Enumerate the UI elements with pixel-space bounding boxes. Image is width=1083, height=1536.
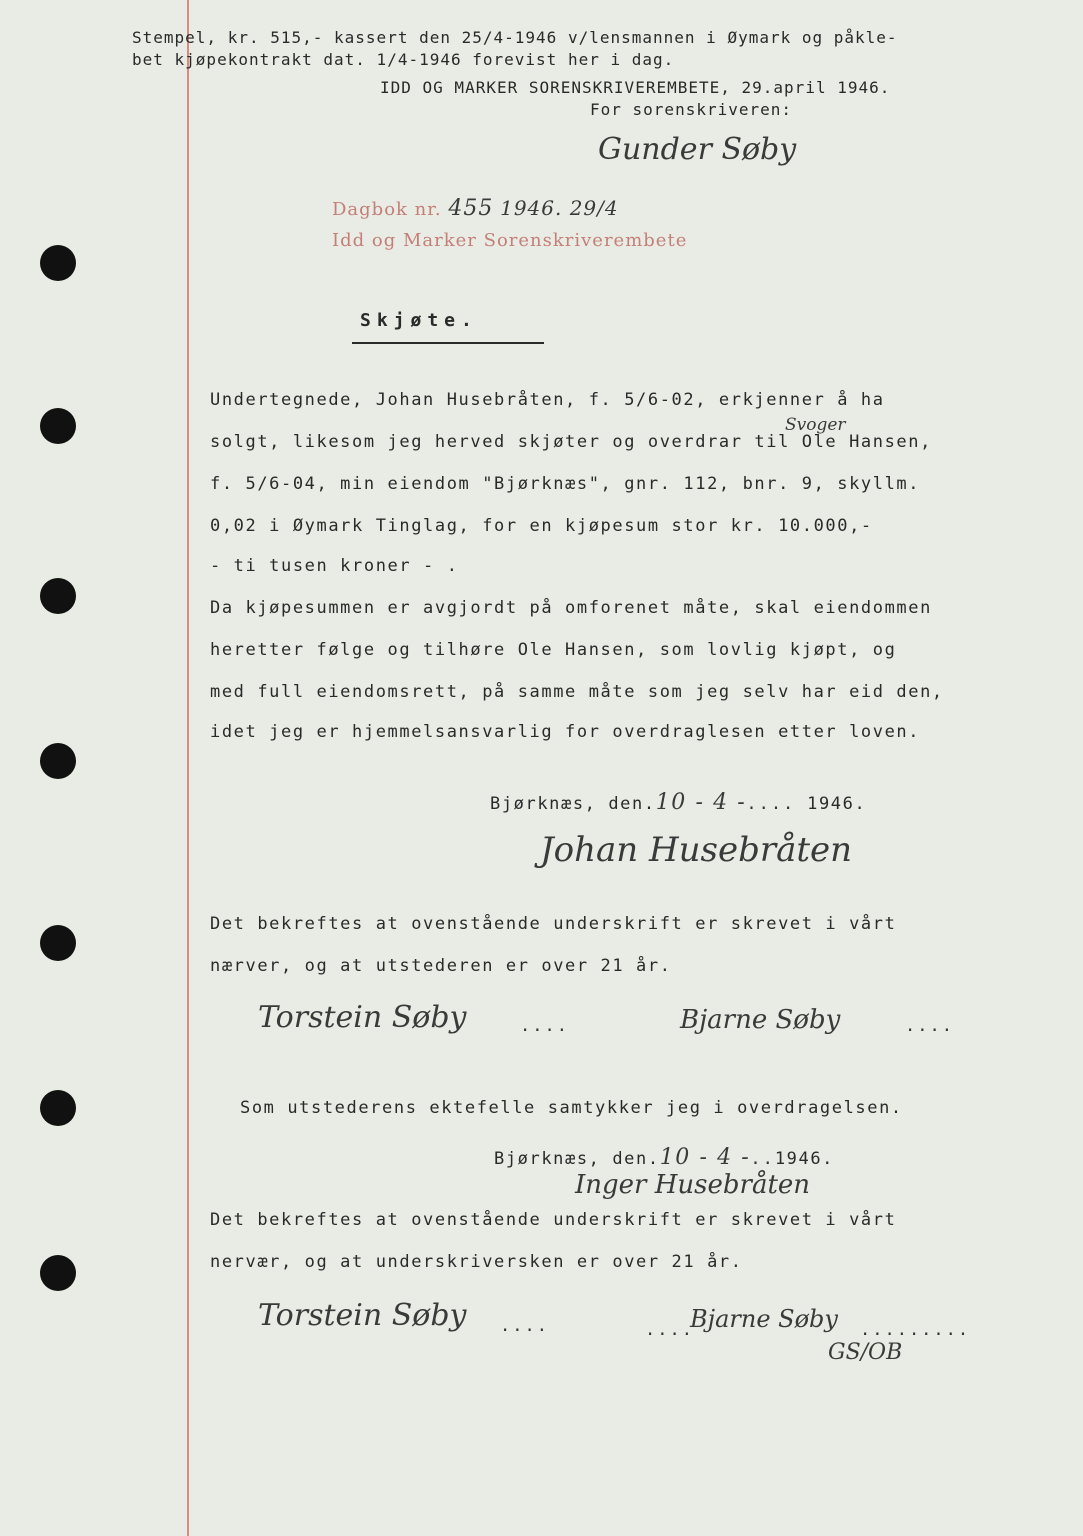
header-office-date: IDD OG MARKER SORENSKRIVEREMBETE, 29.april 1946. xyxy=(380,78,891,97)
punch-hole xyxy=(40,245,76,281)
witness-1-line-1: Det bekreftes at ovenstående underskrift er skrevet i vårt xyxy=(210,914,897,934)
red-margin-line xyxy=(187,0,189,1536)
seller-signature: Johan Husebråten xyxy=(540,830,853,870)
handwritten-correction: Svoger xyxy=(785,415,846,435)
dotted-line: .... xyxy=(500,1316,549,1336)
place-date-prefix: Bjørknæs, den. xyxy=(494,1149,660,1169)
body-line: f. 5/6-04, min eiendom "Bjørknæs", gnr. 112, bnr. 9, skyllm. xyxy=(210,474,921,494)
dagbok-date: 1946. 29/4 xyxy=(500,196,619,220)
body-line: Da kjøpesummen er avgjordt på omforenet måte, skal eiendommen xyxy=(210,598,932,618)
punch-hole xyxy=(40,1090,76,1126)
witness-1-line-2: nærver, og at utstederen er over 21 år. xyxy=(210,956,672,976)
place-date-handwritten: 10 - 4 - xyxy=(659,1145,751,1170)
header-line-1: Stempel, kr. 515,- kassert den 25/4-1946 v/lensmannen i Øymark og påkle- xyxy=(132,28,898,47)
document-title: Skjøte. xyxy=(360,310,478,331)
consent-line: Som utstederens ektefelle samtykker jeg i overdragelsen. xyxy=(240,1098,903,1118)
witness-2-line-2: nervær, og at underskriversken er over 21 år. xyxy=(210,1252,743,1272)
body-line: Undertegnede, Johan Husebråten, f. 5/6-02, erkjenner å ha xyxy=(210,390,885,410)
dagbok-stamp xyxy=(332,196,619,221)
dotted-line: .... xyxy=(520,1016,569,1036)
dagbok-number: 455 xyxy=(448,196,494,221)
punch-hole xyxy=(40,578,76,614)
header-signature: Gunder Søby xyxy=(598,132,797,167)
body-line: med full eiendomsrett, på samme måte som jeg selv har eid den, xyxy=(210,682,944,702)
header-line-2: bet kjøpekontrakt dat. 1/4-1946 forevist her i dag. xyxy=(132,50,675,69)
punch-hole xyxy=(40,743,76,779)
dagbok-label: Dagbok nr. xyxy=(332,199,442,220)
place-date-prefix: Bjørknæs, den. xyxy=(490,794,656,814)
punch-hole xyxy=(40,1255,76,1291)
dotted-line: ......... xyxy=(860,1320,971,1340)
witness-1-signature-a: Torstein Søby xyxy=(258,1000,467,1035)
witness-2-signature-a: Torstein Søby xyxy=(258,1298,467,1333)
spouse-signature: Inger Husebråten xyxy=(575,1170,811,1200)
body-line: heretter følge og tilhøre Ole Hansen, som lovlig kjøpt, og xyxy=(210,640,897,660)
witness-2-signature-b: Bjarne Søby xyxy=(690,1305,838,1333)
stamp-office: Idd og Marker Sorenskriverembete xyxy=(332,230,688,251)
punch-hole xyxy=(40,408,76,444)
body-line: solgt, likesom jeg herved skjøter og overdrar til Ole Hansen, xyxy=(210,432,932,452)
place-date-1: Bjørknæs, den.10 - 4 -.... 1946. xyxy=(490,790,867,815)
witness-1-signature-b: Bjarne Søby xyxy=(680,1005,841,1035)
dotted-line: .... xyxy=(645,1320,694,1340)
place-date-handwritten: 10 - 4 - xyxy=(655,790,747,815)
punch-hole xyxy=(40,925,76,961)
place-date-2: Bjørknæs, den.10 - 4 -..1946. xyxy=(494,1145,835,1170)
body-line: - ti tusen kroner - . xyxy=(210,556,459,576)
title-underline xyxy=(352,342,544,344)
place-date-year: 1946. xyxy=(774,1149,835,1169)
witness-2-line-1: Det bekreftes at ovenstående underskrift er skrevet i vårt xyxy=(210,1210,897,1230)
clerk-initials: GS/OB xyxy=(828,1340,903,1365)
dotted-line: .... xyxy=(905,1016,954,1036)
place-date-year: 1946. xyxy=(807,794,867,814)
body-line: idet jeg er hjemmelsansvarlig for overdraglesen etter loven. xyxy=(210,722,921,742)
body-line: 0,02 i Øymark Tinglag, for en kjøpesum stor kr. 10.000,- xyxy=(210,516,873,536)
header-for-sorenskriveren: For sorenskriveren: xyxy=(590,100,793,119)
